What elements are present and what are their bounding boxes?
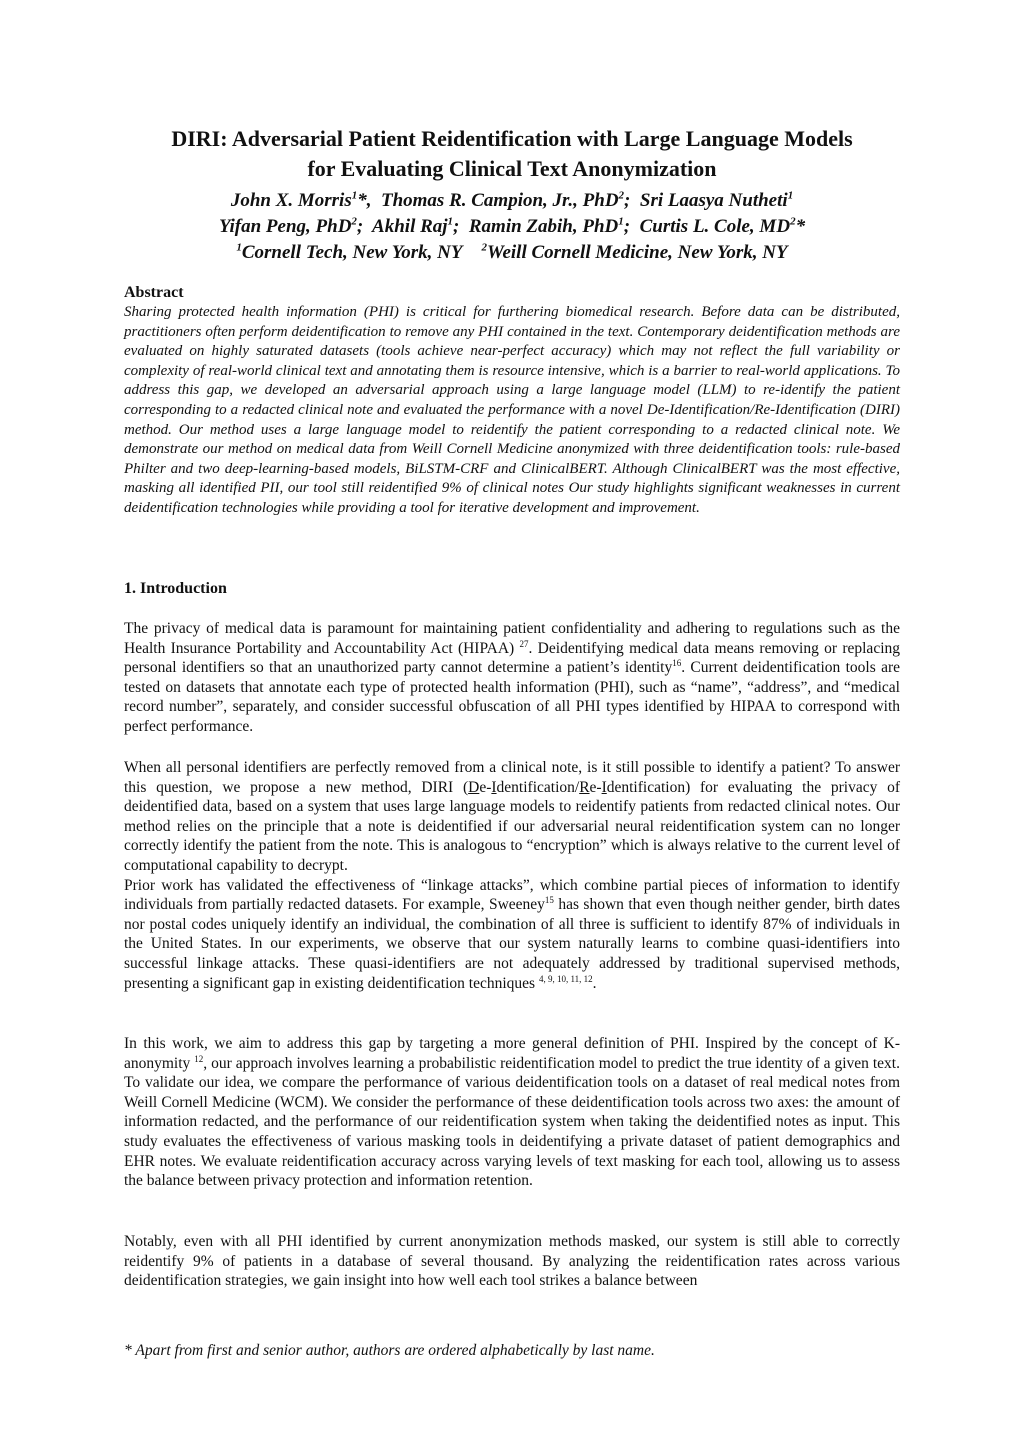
author-morris: John X. Morris	[230, 190, 352, 211]
abstract-section	[124, 283, 900, 519]
author-cole: Curtis L. Cole, MD	[639, 216, 791, 237]
citation: 15	[544, 895, 554, 905]
author-campion: Thomas R. Campion, Jr., PhD	[380, 190, 619, 211]
author-block	[100, 188, 924, 266]
citation: 27	[519, 638, 529, 649]
citation: 16	[672, 658, 682, 669]
author-zabih: Ramin Zabih, PhD	[468, 216, 619, 237]
section-heading-introduction: 1. Introduction	[124, 580, 227, 597]
abstract-text: Sharing protected health information (PHI) is critical for furthering biomedical research. Before data can be distributed, practitioners often perform deidentification to remove any PHI contained in the text. Contemporary deidentification methods are evaluated on highly saturated datasets (tools achieve near-perfect accuracy) which may not reflect the full variability or complexity of real-world clinical text and annotating them is resource intensive, which is a barrier to real-world applications. To address this gap, we developed an adversarial approach using a large language model (LLM) to re-identify the patient corresponding to a redacted clinical note and evaluated the performance with a novel De-Identification/Re-Identification (DIRI) method. Our method uses a large language model to reidentify the patient corresponding to a redacted clinical note. We demonstrate our method on medical data from Weill Cornell Medicine anonymized with three deidentification tools: rule-based Philter and two deep-learning-based models, BiLSTM-CRF and ClinicalBERT. Although ClinicalBERT was the most effective, masking all identified PII, our tool still reidentified 9% of clinical notes Our study highlights significant weaknesses in current deidentification technologies while providing a tool for iterative development and improvement.	[124, 304, 900, 516]
affiliation-weill-cornell: Weill Cornell Medicine, New York, NY	[486, 242, 788, 263]
author-raj: Akhil Raj	[372, 216, 448, 237]
author-line-1: John X. Morris$^1$*, Thomas R. Campion, Jr., PhD$^2$; Sri Laasya Nutheti$^1$	[230, 189, 794, 211]
intro-paragraph-3: Prior work has validated the effectiveness of “linkage attacks”, which combine partial pieces of information to identify individuals from partially redacted datasets. For example, Sweeney$^{15}$ has shown that even though neither gender, birth dates nor postal codes uniquely identify an individual, the combination of all three is sufficient to identify 87% of individuals in the United States. In our experiments, we observe that our system naturally learns to combine quasi-identifiers into successful linkage attacks. These quasi-identifiers are not adequately addressed by traditional supervised methods, presenting a significant gap in existing deidentification techniques $^{4, 9, 10, 11, 12}$.	[124, 876, 901, 992]
paper-title	[100, 124, 924, 184]
author-peng: Yifan Peng, PhD	[218, 216, 352, 237]
affiliation-line: $^1$Cornell Tech, New York, NY $^2$Weill Cornell Medicine, New York, NY	[236, 241, 788, 263]
citation: 12	[194, 1053, 204, 1064]
abstract-heading: Abstract	[124, 284, 184, 301]
title-line-1: DIRI: Adversarial Patient Reidentification with Large Language Models	[171, 126, 853, 151]
citation: 4, 9, 10, 11, 12	[538, 973, 593, 984]
intro-paragraph-4: In this work, we aim to address this gap by targeting a more general definition of PHI. Inspired by the concept of K-anonymity $^{12}$, our approach involves learning a probabilistic reidentification model to predict the true identity of a given text. To validate our idea, we compare the performance of various deidentification tools on a dataset of real medical notes from Weill Cornell Medicine (WCM). We consider the performance of these deidentification tools across two axes: the amount of information redacted, and the performance of our reidentification system when taking the deidentified notes as input. This study evaluates the effectiveness of various masking tools in deidentifying a private dataset of patient demographics and EHR notes. We evaluate reidentification accuracy across varying levels of text masking for each tool, allowing us to assess the balance between privacy protection and information retention.	[124, 1035, 900, 1190]
author-nutheti: Sri Laasya Nutheti	[639, 190, 788, 211]
affiliation-cornell-tech: Cornell Tech, New York, NY	[241, 242, 463, 263]
footnote: * Apart from first and senior author, authors are ordered alphabetically by last name.	[124, 1342, 655, 1359]
title-line-2: for Evaluating Clinical Text Anonymization	[307, 156, 717, 181]
intro-paragraph-5: Notably, even with all PHI identified by current anonymization methods masked, our system is still able to correctly reidentify 9% of patients in a database of several thousand. By analyzing the reidentification rates across various deidentification strategies, we gain insight into how well each tool strikes a balance between	[124, 1233, 900, 1290]
introduction-heading-block	[124, 579, 900, 599]
intro-paragraph-1: The privacy of medical data is paramount for maintaining patient confidentiality and adhering to regulations such as the Health Insurance Portability and Accountability Act (HIPAA) $^{27}$. Deidentifying medical data means removing or replacing personal identifiers so that an unauthorized party cannot determine a patient’s identity$^{16}$. Current deidentification tools are tested on datasets that annotate each type of protected health information (PHI), such as “name”, “address”, and “medical record number”, separately, and consider successful obfuscation of all PHI types identified by HIPAA to correspond with perfect performance.	[124, 620, 901, 735]
intro-paragraph-2: When all personal identifiers are perfectly removed from a clinical note, is it still possible to identify a patient? To answer this question, we propose a new method, DIRI (De-Identification/Re-Identification) for evaluating the privacy of deidentified data, based on a system that uses large language models to reidentify patients from redacted clinical notes. Our method relies on the principle that a note is deidentified if our adversarial neural reidentification system can no longer correctly identify the patient from the note. This is analogous to “encryption” which is always relative to the current level of computational capability to decrypt. Prior work has validated the effectiveness of “linkage attacks”, which combine partial pieces of information to identify individuals from partially redacted datasets. For example, Sweeney$^{15}$ has shown that even though neither gender, birth dates nor postal codes uniquely identify an individual, the combination of all three is sufficient to identify 87% of individuals in the United States. In our experiments, we observe that our system naturally learns to combine quasi-identifiers into successful linkage attacks. These quasi-identifiers are not adequately addressed by traditional supervised methods, presenting a significant gap in existing deidentification techniques $^{4, 9, 10, 11, 12}$.	[124, 759, 901, 992]
author-line-2: Yifan Peng, PhD$^2$; Akhil Raj$^1$; Ramin Zabih, PhD$^1$; Curtis L. Cole, $MD^2*$	[218, 215, 806, 237]
